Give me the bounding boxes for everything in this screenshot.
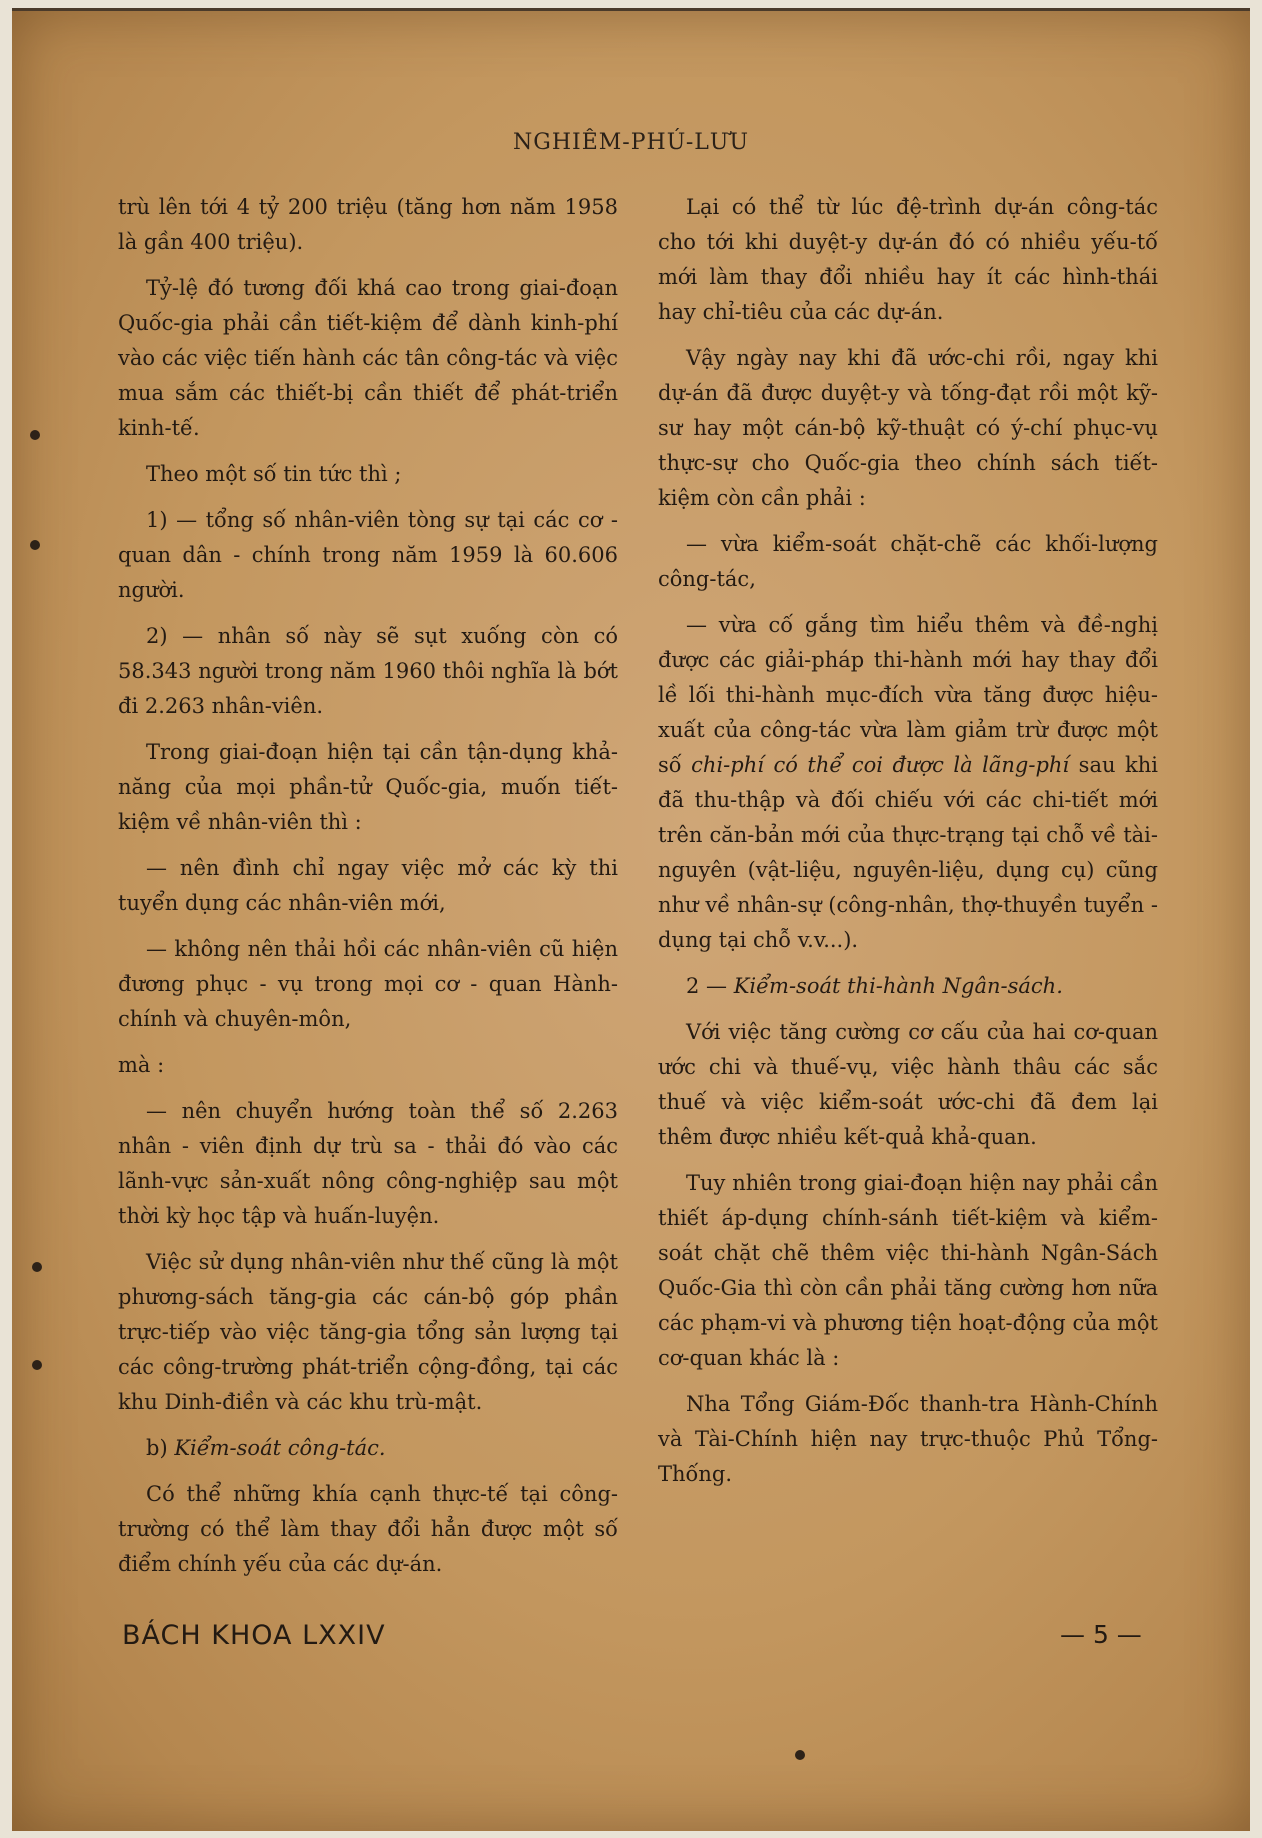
section-heading bbox=[658, 969, 1158, 1004]
paragraph: trù lên tới 4 tỷ 200 triệu (tăng hơn năm 1958 là gần 400 triệu). bbox=[118, 195, 618, 254]
section-heading-title: Kiểm-soát thi-hành Ngân-sách. bbox=[733, 974, 1063, 998]
binding-hole-mark bbox=[32, 1262, 42, 1272]
publication-name: BÁCH KHOA LXXIV bbox=[122, 1620, 386, 1651]
paragraph: — nên đình chỉ ngay việc mở các kỳ thi tuyển dụng các nhân-viên mới, bbox=[118, 856, 618, 915]
binding-hole-mark bbox=[795, 1750, 805, 1760]
paragraph: 2) — nhân số này sẽ sụt xuống còn có 58.343 người trong năm 1960 thôi nghĩa là bớt đi 2.263 nhân-viên. bbox=[118, 624, 618, 718]
paragraph: Vậy ngày nay khi đã ước-chi rồi, ngay khi dự-án đã được duyệt-y và tống-đạt rồi một kỹ-sư hay một cán-bộ kỹ-thuật có ý-chí phục-vụ thực-sự cho Quốc-gia theo chính sách tiết-kiệm còn cần phải : bbox=[658, 346, 1158, 510]
paragraph: Lại có thể từ lúc đệ-trình dự-án công-tác cho tới khi duyệt-y dự-án đó có nhiều yếu-tố mới làm thay đổi nhiều hay ít các hình-thái hay chỉ-tiêu của các dự-án. bbox=[658, 195, 1158, 324]
section-heading-prefix: b) bbox=[146, 1436, 175, 1460]
paragraph: Tuy nhiên trong giai-đoạn hiện nay phải cần thiết áp-dụng chính-sánh tiết-kiệm và kiểm-soát chặt chẽ thêm việc thi-hành Ngân-Sách Quốc-Gia thì còn cần phải tăng cường hơn nữa các phạm-vi và phương tiện hoạt-động của một cơ-quan khác là : bbox=[658, 1171, 1158, 1370]
paragraph: — không nên thải hồi các nhân-viên cũ hiện đương phục - vụ trong mọi cơ - quan Hành-chính và chuyên-môn, bbox=[118, 937, 618, 1031]
paragraph bbox=[658, 608, 1158, 958]
binding-hole-mark bbox=[30, 540, 40, 550]
paragraph-text: — vừa cố gắng tìm hiểu thêm và đề-nghị được các giải-pháp thi-hành mới hay thay đổi lề lối thi-hành mục-đích vừa tăng được hiệu-xuất của công-tác vừa làm giảm trừ được một số bbox=[658, 613, 1158, 777]
emphasis: chi-phí có thể coi được là lãng-phí bbox=[691, 753, 1070, 777]
paragraph: Có thể những khía cạnh thực-tế tại công-trường có thể làm thay đổi hẳn được một số điểm chính yếu của các dự-án. bbox=[118, 1482, 618, 1576]
paragraph: Nha Tổng Giám-Đốc thanh-tra Hành-Chính và Tài-Chính hiện nay trực-thuộc Phủ Tổng-Thống. bbox=[658, 1392, 1158, 1486]
paragraph: Theo một số tin tức thì ; bbox=[146, 462, 402, 486]
left-column bbox=[118, 190, 618, 1593]
paragraph: Tỷ-lệ đó tương đối khá cao trong giai-đoạn Quốc-gia phải cần tiết-kiệm để dành kinh-phí vào các việc tiến hành các tân công-tác và việc mua sắm các thiết-bị cần thiết để phát-triển kinh-tế. bbox=[118, 276, 618, 440]
paragraph: Trong giai-đoạn hiện tại cần tận-dụng khả-năng của mọi phần-tử Quốc-gia, muốn tiết-kiệm về nhân-viên thì : bbox=[118, 740, 618, 834]
paragraph: 1) — tổng số nhân-viên tòng sự tại các cơ - quan dân - chính trong năm 1959 là 60.606 người. bbox=[118, 508, 618, 602]
binding-hole-mark bbox=[32, 1360, 42, 1370]
section-heading-prefix: 2 — bbox=[686, 974, 734, 998]
paragraph-text: sau khi đã thu-thập và đối chiếu với các chi-tiết mới trên căn-bản mới của thực-trạng tại chỗ về tài-nguyên (vật-liệu, nguyên-liệu, dụng cụ) cũng như về nhân-sự (công-nhân, thợ-thuyền tuyển - dụng tại chỗ v.v...). bbox=[658, 753, 1158, 952]
paragraph: — nên chuyển hướng toàn thể số 2.263 nhân - viên định dự trù sa - thải đó vào các lãnh-vực sản-xuất nông công-nghiệp sau một thời kỳ học tập và huấn-luyện. bbox=[118, 1099, 618, 1228]
page-number: — 5 — bbox=[1060, 1620, 1142, 1649]
section-heading-title: Kiểm-soát công-tác. bbox=[174, 1436, 386, 1460]
paragraph: mà : bbox=[118, 1053, 165, 1077]
paragraph: Việc sử dụng nhân-viên như thế cũng là một phương-sách tăng-gia các cán-bộ góp phần trực-tiếp vào việc tăng-gia tổng sản lượng tại các công-trường phát-triển cộng-đồng, tại các khu Dinh-điền và các khu trù-mật. bbox=[118, 1250, 618, 1414]
paragraph: Với việc tăng cường cơ cấu của hai cơ-quan ước chi và thuế-vụ, việc hành thâu các sắc thuế và việc kiểm-soát ước-chi đã đem lại thêm được nhiều kết-quả khả-quan. bbox=[658, 1020, 1158, 1149]
right-column bbox=[658, 190, 1158, 1503]
binding-hole-mark bbox=[30, 430, 40, 440]
running-header: NGHIÊM-PHÚ-LƯU bbox=[513, 130, 749, 155]
section-heading bbox=[118, 1431, 618, 1466]
paragraph: — vừa kiểm-soát chặt-chẽ các khối-lượng công-tác, bbox=[658, 532, 1158, 591]
